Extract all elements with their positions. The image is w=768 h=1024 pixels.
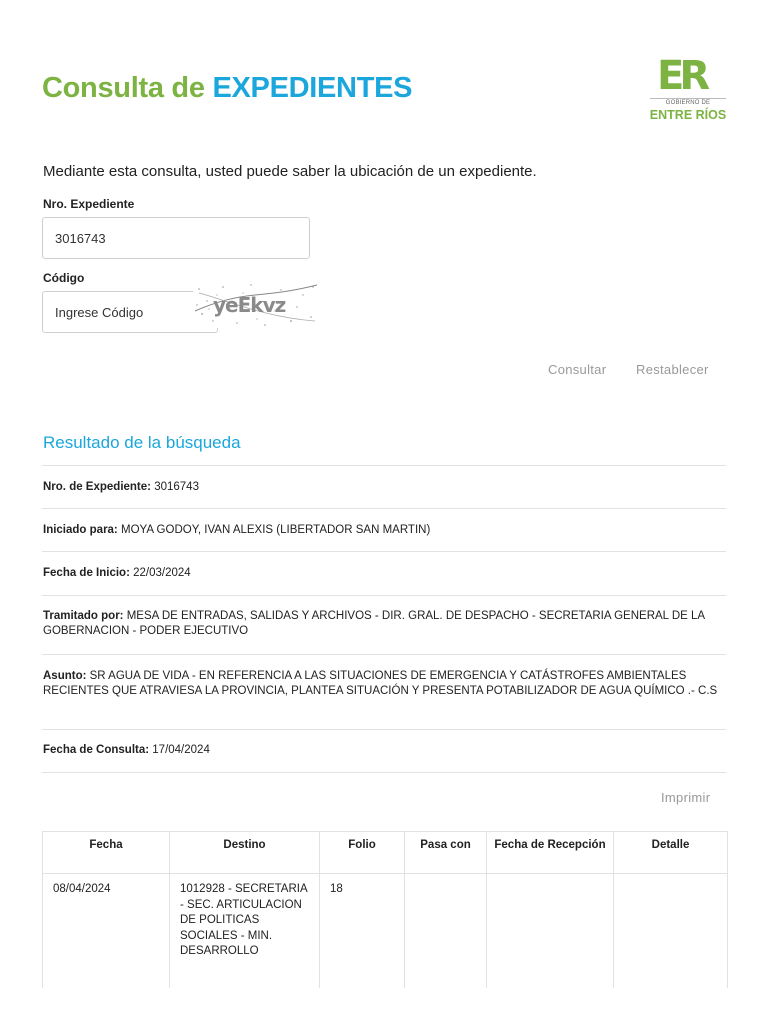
logo-small-text: GOBIERNO DE [665,100,711,106]
field-label: Fecha de Inicio: [43,567,130,579]
logo-divider [650,98,726,99]
intro-text: Mediante esta consulta, usted puede saber la ubicación de un expediente. [43,163,537,180]
cell-destino: 1012928 - SECRETARIA - SEC. ARTICULACION DE POLITICAS SOCIALES - MIN. DESARROLLO [170,874,320,989]
table-header-row [43,832,728,874]
expediente-label: Nro. Expediente [43,197,135,211]
captcha-text: yeEkvz [213,293,286,317]
field-label: Tramitado por: [43,610,124,622]
cell-detalle [614,874,728,989]
cell-fecha: 08/04/2024 [43,874,170,989]
imprimir-button[interactable]: Imprimir [661,790,711,805]
cell-pasa-con [405,874,487,989]
field-value: 22/03/2024 [133,567,191,579]
table-row [43,874,728,989]
restablecer-button[interactable]: Restablecer [636,362,709,377]
result-field-asunto [42,654,726,730]
field-label: Fecha de Consulta: [43,744,150,756]
column-header-pasa-con: Pasa con [405,832,487,874]
expediente-input[interactable] [42,217,310,259]
result-field-expediente [42,465,726,509]
result-field-tramitado [42,595,726,655]
column-header-folio: Folio [320,832,405,874]
cell-fecha-recepcion [487,874,614,989]
result-section-title: Resultado de la búsqueda [43,433,241,452]
page-title [42,72,412,105]
page-title-part1: Consulta de [42,72,205,104]
result-field-fecha-inicio [42,551,726,596]
field-value: MOYA GODOY, IVAN ALEXIS (LIBERTADOR SAN MARTIN) [120,524,431,536]
column-header-fecha-recepcion: Fecha de Recepción [487,832,614,874]
field-value: 3016743 [154,481,199,493]
field-value: 17/04/2024 [152,744,210,756]
field-value: SR AGUA DE VIDA - EN REFERENCIA A LAS SITUACIONES DE EMERGENCIA Y CATÁSTROFES AMBIENTALES RECIENTES QUE ATRAVIESA LA PROVINCIA, PLANTEA SITUACIÓN Y PRESENTA POTABILIZADOR DE AGUA QUÍMICO .- C.S [43,670,718,697]
consultar-button[interactable]: Consultar [548,362,607,377]
movements-table [42,831,728,988]
logo-big-text: ENTRE RÍOS [649,108,727,122]
field-label: Asunto: [43,670,87,682]
captcha-image [193,281,318,328]
result-divider [42,772,726,774]
result-field-iniciado [42,508,726,552]
codigo-label: Código [43,271,85,285]
codigo-input[interactable] [42,291,218,333]
column-header-fecha: Fecha [43,832,170,874]
field-value: MESA DE ENTRADAS, SALIDAS Y ARCHIVOS - DIR. GRAL. DE DESPACHO - SECRETARIA GENERAL DE LA GOBERNACION - PODER EJECUTIVO [43,610,705,637]
cell-folio: 18 [320,874,405,989]
result-field-fecha-consulta [42,729,726,773]
page-title-part2: EXPEDIENTES [212,72,413,104]
field-label: Nro. de Expediente: [43,481,151,493]
column-header-destino: Destino [170,832,320,874]
field-label: Iniciado para: [43,524,118,536]
logo-letters: ER [657,53,706,99]
gobierno-entre-rios-logo [646,53,730,128]
column-header-detalle: Detalle [614,832,728,874]
